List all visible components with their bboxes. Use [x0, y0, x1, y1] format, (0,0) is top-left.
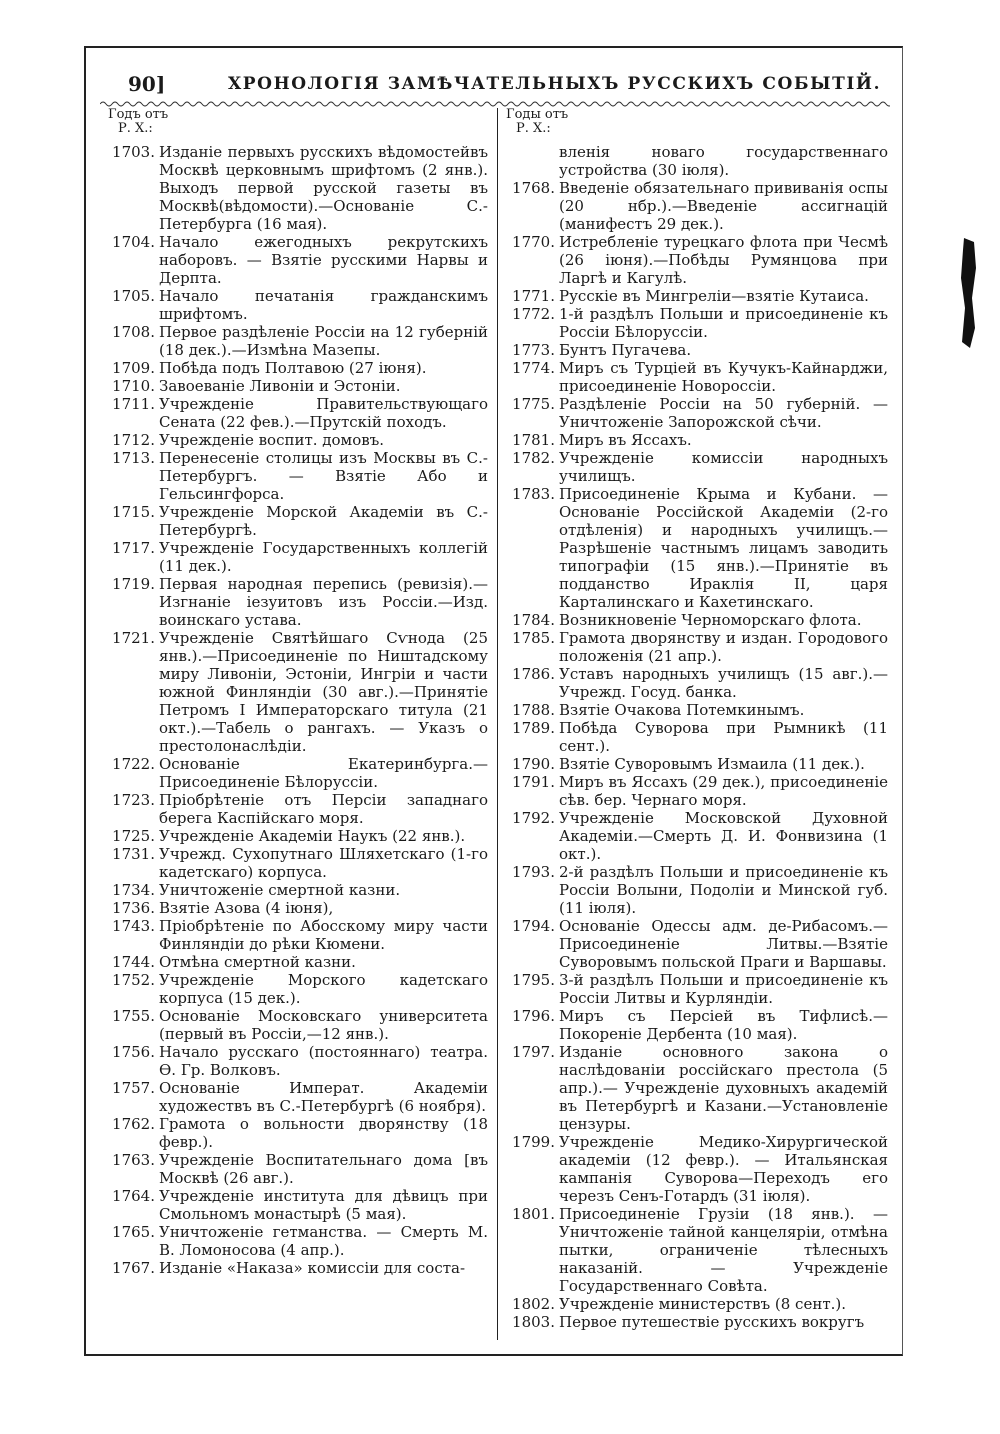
right-heading-line2: Р. Х.: [516, 121, 551, 136]
chronology-entry [100, 1007, 488, 1043]
chronology-entry [500, 287, 888, 305]
chronology-entry [500, 629, 888, 665]
entry-text: Учрежд. Сухопутнаго Шляхетскаго (1-го кадетскаго) корпуса. [159, 845, 488, 881]
entry-year: 1757. [112, 1079, 155, 1097]
entry-year: 1801. [512, 1205, 555, 1223]
entry-year: 1764. [112, 1187, 155, 1205]
entry-text: Истребленіе турецкаго флота при Чесмѣ (26 іюня).—Побѣды Румянцова при Ларгѣ и Кагулѣ. [559, 233, 888, 287]
entry-text: Миръ съ Турціей въ Кучукъ-Кайнарджи, присоединеніе Новороссіи. [559, 359, 888, 395]
chronology-entry [500, 611, 888, 629]
chronology-entry [500, 755, 888, 773]
chronology-entry [500, 179, 888, 233]
ink-blot [958, 238, 980, 348]
entry-text: Присоединеніе Грузіи (18 янв.). — Уничтоженіе тайной канцеляріи, отмѣна пытки, ограниченіе тѣлесныхъ наказаній. — Учрежденіе Государственнаго Совѣта. [559, 1205, 888, 1295]
chronology-entry [500, 305, 888, 341]
entry-year: 1803. [512, 1313, 555, 1331]
entry-text: Взятіе Очакова Потемкинымъ. [559, 701, 805, 719]
entry-year: 1743. [112, 917, 155, 935]
chronology-entry [500, 341, 888, 359]
entry-text: Миръ въ Яссахъ (29 дек.), присоединеніе сѣв. бер. Чернаго моря. [559, 773, 888, 809]
chronology-entry [100, 917, 488, 953]
entry-year: 1703. [112, 143, 155, 161]
entry-text: Основаніе Екатеринбурга.—Присоединеніе Бѣлоруссіи. [159, 755, 488, 791]
entry-text: Учрежденіе комиссіи народныхъ училищъ. [559, 449, 888, 485]
chronology-entry [100, 431, 488, 449]
entry-text: Завоеваніе Ливоніи и Эстоніи. [159, 377, 401, 395]
chronology-entry [100, 287, 488, 323]
entry-text: Раздѣленіе Россіи на 50 губерній. — Уничтоженіе Запорожской сѣчи. [559, 395, 888, 431]
entry-year: 1734. [112, 881, 155, 899]
chronology-entry [500, 1205, 888, 1295]
page-header [106, 72, 886, 102]
entry-year: 1789. [512, 719, 555, 737]
entry-text: Основаніе Московскаго университета (первый въ Россіи,—12 янв.). [159, 1007, 488, 1043]
entry-text: Учрежденіе Московской Духовной Академіи.—Смерть Д. И. Фонвизина (1 окт.). [559, 809, 888, 863]
entry-year: 1723. [112, 791, 155, 809]
entry-text: Миръ съ Персіей въ Тифлисѣ.—Покореніе Дербента (10 мая). [559, 1007, 888, 1043]
entry-text: Учрежденіе Правительствующаго Сената (22 фев.).—Прутскій походъ. [159, 395, 488, 431]
entry-year: 1794. [512, 917, 555, 935]
chronology-entry [100, 1151, 488, 1187]
chronology-entry [100, 953, 488, 971]
entry-year: 1715. [112, 503, 155, 521]
entry-year: 1721. [112, 629, 155, 647]
chronology-entry [500, 719, 888, 755]
continuation-text: вленія новаго государственнаго устройства (30 іюля). [559, 143, 888, 179]
chronology-entry [100, 359, 488, 377]
entry-text: Уставъ народныхъ училищъ (15 авг.).— Учрежд. Госуд. банка. [559, 665, 888, 701]
entry-year: 1711. [112, 395, 155, 413]
chronology-entry [100, 1187, 488, 1223]
entry-text: Уничтоженіе смертной казни. [159, 881, 401, 899]
entry-text: Первая народная перепись (ревизія).— Изгнаніе іезуитовъ изъ Россіи.—Изд. воинскаго устава. [159, 575, 488, 629]
entry-year: 1796. [512, 1007, 555, 1025]
entry-text: Изданіе первыхъ русскихъ вѣдомостейвъ Москвѣ церковнымъ шрифтомъ (2 янв.). Выходъ первой русской газеты въ Москвѣ(вѣдомости).—Основаніе С.-Петербурга (16 мая). [159, 143, 488, 233]
page-number: 90] [128, 72, 166, 96]
entry-year: 1781. [512, 431, 555, 449]
entry-year: 1756. [112, 1043, 155, 1061]
chronology-entry [500, 1313, 888, 1331]
left-column [100, 143, 488, 1277]
entry-year: 1719. [112, 575, 155, 593]
entry-year: 1792. [512, 809, 555, 827]
entry-year: 1708. [112, 323, 155, 341]
chronology-entry [500, 233, 888, 287]
entry-year: 1736. [112, 899, 155, 917]
chronology-entry [100, 881, 488, 899]
entry-text: Побѣда Суворова при Рымникѣ (11 сент.). [559, 719, 888, 755]
chronology-entry [100, 395, 488, 431]
entry-text: Изданіе основного закона о наслѣдованіи россійскаго престола (5 апр.).— Учрежденіе духовныхъ академій въ Петербургѣ и Казани.—Установленіе цензуры. [559, 1043, 888, 1133]
chronology-entry [100, 1043, 488, 1079]
right-column [500, 143, 888, 1331]
chronology-entry [100, 449, 488, 503]
entry-year: 1765. [112, 1223, 155, 1241]
chronology-entry [100, 1079, 488, 1115]
entry-text: Присоединеніе Крыма и Кубани. — Основаніе Россійской Академіи (2-го отдѣленія) и народныхъ училищъ.— Разрѣшеніе частнымъ лицамъ заводить типографіи (15 янв.).—Принятіе въ подданство Ираклія II, царя Карталинскаго и Кахетинскаго. [559, 485, 888, 611]
entry-text: Начало печатанія гражданскимъ шрифтомъ. [159, 287, 488, 323]
entry-text: 1-й раздѣлъ Польши и присоединеніе къ Россіи Бѣлоруссіи. [559, 305, 888, 341]
entry-year: 1775. [512, 395, 555, 413]
chronology-entry [500, 1133, 888, 1205]
entry-year: 1704. [112, 233, 155, 251]
entry-year: 1763. [112, 1151, 155, 1169]
entry-year: 1762. [112, 1115, 155, 1133]
entry-text: Учрежденіе Морской Академіи въ С.-Петербургѣ. [159, 503, 488, 539]
chronology-entry [100, 575, 488, 629]
entry-year: 1752. [112, 971, 155, 989]
chronology-entry [100, 845, 488, 881]
entry-year: 1799. [512, 1133, 555, 1151]
entry-year: 1768. [512, 179, 555, 197]
entry-text: Пріобрѣтеніе по Абосскому миру части Финляндіи до рѣки Кюмени. [159, 917, 488, 953]
entry-year: 1785. [512, 629, 555, 647]
chronology-entry [100, 827, 488, 845]
entry-year: 1709. [112, 359, 155, 377]
entry-text: Учрежденіе Медико-Хирургической академіи (12 февр.). — Итальянская кампанія Суворова—Переходъ его черезъ Сенъ-Готардъ (31 іюля). [559, 1133, 888, 1205]
chronology-entry [500, 809, 888, 863]
entry-year: 1795. [512, 971, 555, 989]
entry-year: 1784. [512, 611, 555, 629]
entry-text: Грамота о вольности дворянству (18 февр.). [159, 1115, 488, 1151]
entry-text: Учрежденіе Морского кадетскаго корпуса (15 дек.). [159, 971, 488, 1007]
entry-year: 1793. [512, 863, 555, 881]
entry-text: Русскіе въ Мингреліи—взятіе Кутаиса. [559, 287, 869, 305]
entry-text: Взятіе Суворовымъ Измаила (11 дек.). [559, 755, 865, 773]
entry-year: 1790. [512, 755, 555, 773]
left-heading-line1: Годъ отъ [108, 107, 169, 122]
entry-year: 1771. [512, 287, 555, 305]
entry-text: Введеніе обязательнаго прививанія оспы (20 нбр.).—Введеніе ассигнацій (манифестъ 29 дек.). [559, 179, 888, 233]
entry-year: 1770. [512, 233, 555, 251]
entry-text: Возникновеніе Черноморскаго флота. [559, 611, 862, 629]
entry-text: Миръ въ Яссахъ. [559, 431, 692, 449]
entry-year: 1797. [512, 1043, 555, 1061]
entry-year: 1791. [512, 773, 555, 791]
chronology-entry [500, 773, 888, 809]
chronology-entry [100, 629, 488, 755]
entry-text: Учрежденіе института для дѣвицъ при Смольномъ монастырѣ (5 мая). [159, 1187, 488, 1223]
chronology-entry [500, 701, 888, 719]
entry-year: 1767. [112, 1259, 155, 1277]
chronology-entry [100, 143, 488, 233]
chronology-entry [100, 1223, 488, 1259]
chronology-entry [500, 863, 888, 917]
entry-text: Учрежденіе Святѣйшаго Сѵнода (25 янв.).—Присоединеніе по Ништадскому миру Ливоніи, Эстоніи, Ингріи и части южной Финляндіи (30 авг.).—Принятіе Петромъ I Императорскаго титула (21 окт.).—Табель о рангахъ. — Указъ о престолонаслѣдіи. [159, 629, 488, 755]
entry-text: Начало русскаго (постояннаго) театра. Ѳ. Гр. Волковъ. [159, 1043, 488, 1079]
entry-year: 1755. [112, 1007, 155, 1025]
entry-text: Взятіе Азова (4 іюня), [159, 899, 334, 917]
chronology-entry [100, 1115, 488, 1151]
entry-text: Первое раздѣленіе Россіи на 12 губерній (18 дек.).—Измѣна Мазепы. [159, 323, 488, 359]
chronology-entry [100, 539, 488, 575]
chronology-entry [100, 377, 488, 395]
chronology-entry [500, 359, 888, 395]
entry-year: 1744. [112, 953, 155, 971]
entry-year: 1705. [112, 287, 155, 305]
entry-text: Изданіе «Наказа» комиссіи для соста- [159, 1259, 466, 1277]
chronology-entry [500, 1295, 888, 1313]
entry-text: Перенесеніе столицы изъ Москвы въ С.-Петербургъ. — Взятіе Або и Гельсингфорса. [159, 449, 488, 503]
entry-text: Учрежденіе Академіи Наукъ (22 янв.). [159, 827, 466, 845]
entry-text: Бунтъ Пугачева. [559, 341, 692, 359]
entry-text: Грамота дворянству и издан. Городового положенія (21 апр.). [559, 629, 888, 665]
entry-year: 1731. [112, 845, 155, 863]
chronology-entry [500, 971, 888, 1007]
entry-year: 1802. [512, 1295, 555, 1313]
entry-year: 1725. [112, 827, 155, 845]
entry-year: 1782. [512, 449, 555, 467]
chronology-entry [500, 449, 888, 485]
chronology-entry [500, 431, 888, 449]
chronology-entry [500, 665, 888, 701]
entry-year: 1772. [512, 305, 555, 323]
entry-year: 1710. [112, 377, 155, 395]
wavy-rule [100, 100, 890, 108]
entry-year: 1717. [112, 539, 155, 557]
chronology-entry [100, 323, 488, 359]
entry-text: Начало ежегодныхъ рекрутскихъ наборовъ. — Взятіе русскими Нарвы и Дерпта. [159, 233, 488, 287]
entry-year: 1783. [512, 485, 555, 503]
chronology-entry [500, 1043, 888, 1133]
entry-text: Пріобрѣтеніе отъ Персіи западнаго берега Каспійскаго моря. [159, 791, 488, 827]
chronology-entry [100, 791, 488, 827]
entry-text: Отмѣна смертной казни. [159, 953, 356, 971]
entry-year: 1786. [512, 665, 555, 683]
column-divider [497, 108, 498, 1340]
chronology-entry [100, 1259, 488, 1277]
chronology-entry [100, 503, 488, 539]
entry-year: 1722. [112, 755, 155, 773]
entry-year: 1774. [512, 359, 555, 377]
left-heading-line2: Р. Х.: [118, 121, 153, 136]
entry-text: Основаніе Одессы адм. де-Рибасомъ.— Присоединеніе Литвы.—Взятіе Суворовымъ польской Праги и Варшавы. [559, 917, 888, 971]
chronology-entry [500, 917, 888, 971]
entry-year: 1712. [112, 431, 155, 449]
entry-text: Учрежденіе Государственныхъ коллегій (11 дек.). [159, 539, 488, 575]
right-column-heading [506, 108, 568, 136]
entry-text: Основаніе Императ. Академіи художествъ въ С.-Петербургѣ (6 ноября). [159, 1079, 488, 1115]
chronology-entry [100, 233, 488, 287]
entry-text: Учрежденіе министерствъ (8 сент.). [559, 1295, 847, 1313]
chronology-entry [100, 899, 488, 917]
entry-year: 1773. [512, 341, 555, 359]
chronology-entry [100, 755, 488, 791]
entry-text: 3-й раздѣлъ Польши и присоединеніе къ Россіи Литвы и Курляндіи. [559, 971, 888, 1007]
entry-year: 1713. [112, 449, 155, 467]
chronology-entry [500, 1007, 888, 1043]
entry-text: Первое путешествіе русскихъ вокругъ [559, 1313, 865, 1331]
chronology-entry [100, 971, 488, 1007]
chronology-entry [500, 485, 888, 611]
entry-text: Учрежденіе Воспитательнаго дома [въ Москвѣ (26 авг.). [159, 1151, 488, 1187]
right-heading-line1: Годы отъ [506, 107, 569, 122]
chronology-entry [500, 395, 888, 431]
left-column-heading [108, 108, 168, 136]
entry-text: 2-й раздѣлъ Польши и присоединеніе къ Россіи Волыни, Подоліи и Минской губ. (11 іюля). [559, 863, 888, 917]
page-title: ХРОНОЛОГІЯ ЗАМѢЧАТЕЛЬНЫХЪ РУССКИХЪ СОБЫТІЙ. [228, 74, 882, 94]
entry-text: Уничтоженіе гетманства. — Смерть М. В. Ломоносова (4 апр.). [159, 1223, 488, 1259]
continuation-entry [500, 143, 888, 179]
entry-year: 1788. [512, 701, 555, 719]
entry-text: Побѣда подъ Полтавою (27 іюня). [159, 359, 427, 377]
entry-text: Учрежденіе воспит. домовъ. [159, 431, 385, 449]
